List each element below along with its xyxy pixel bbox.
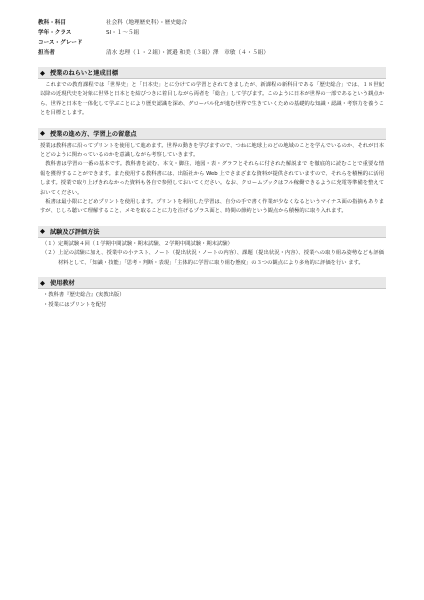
section-body — [38, 289, 386, 310]
section-evaluation — [38, 226, 386, 268]
section-heading — [38, 128, 386, 140]
paragraph: 教科書は学習の一番の基本です。教科書を読む、本文・脚注、地図・表・グラフとそれらに付された解説まで を徹底的に読むことで重要な情報を獲得することができます。また使用する教科書には、出版社から Web 上でさまざまな資料が提供されていますので、それらを積極的に活用します。授業で取り上げきれなかった資料も各自で参照しておいてください。なお、クロームブックはフル稼働できるように充電等準備を整えておいてください。 — [40, 161, 384, 196]
list-item — [40, 249, 384, 268]
list-number: （２） — [42, 250, 58, 257]
section-method — [38, 128, 386, 217]
section-heading — [38, 226, 386, 238]
section-heading — [38, 277, 386, 289]
diamond-icon: ◆ — [40, 227, 45, 236]
section-title: 使用教材 — [50, 280, 75, 288]
info-value: 清水 忠理（１・２組）・渡邉 和美（３組）澤 章敏（４・５組） — [106, 50, 269, 56]
list-number: （１） — [42, 240, 58, 247]
info-row-grade-class — [38, 28, 386, 38]
section-goals — [38, 67, 386, 119]
list-text: 定期試験４回（１学期中間試験・期末試験、２学期中間試験・期末試験） — [58, 240, 233, 247]
section-body — [38, 140, 386, 217]
section-materials — [38, 277, 386, 310]
paragraph: これまでの教育課程では「世界史」と「日本史」とに分けての学習とされてきましたが、新課程の新科目である「歴史総合」では、１８世紀以降の近現代史を対象に世界と日本とを結びつきに着目しながら両者を「総合」して学びます。このように日本が世界の一部であるという観点から、世界と日本を一体化して学ぶことにより歴史認識を深め、グローバル化が進む世界で生きていくための基礎的な知識・認識・考察力を養うことを目標とします。 — [40, 82, 384, 117]
diamond-icon: ◆ — [40, 129, 45, 138]
info-value — [106, 38, 386, 48]
info-row-course — [38, 38, 386, 48]
diamond-icon: ◆ — [40, 68, 45, 77]
section-body — [38, 79, 386, 119]
paragraph: 授業は教科書に沿ってプリントを使用して進めます。世界の動きを学びますので、つねに地球上のどの地域のことを学んでいるのか、それが日本とどのように関わっているのかを意識しながら考察していきます。 — [40, 142, 384, 159]
info-value: SⅠ・１～５組 — [106, 30, 140, 36]
section-title: 授業の進め方、学習上の留意点 — [50, 130, 137, 138]
list-item — [40, 240, 384, 249]
section-title: 試験及び評価方法 — [50, 228, 100, 236]
course-info — [38, 18, 386, 58]
section-body — [38, 238, 386, 268]
paragraph: 板書は最小限にとどめプリントを使用します。プリントを利用した学習は、自分の手で書く作業が少なくなるというマイナス面の指摘もありますが、じしろ聴いて理解すること、メモを取ることに力を注げるプラス面と、時間の節約という観点から積極的に取り入れます。 — [40, 199, 384, 215]
info-label: コース・グレード — [38, 40, 83, 46]
list-item: ・授業にはプリントを配付 — [43, 301, 107, 308]
info-label: 担当者 — [38, 50, 55, 56]
list-text: 上記の試験に加え、授業中の小テスト、ノート（提出状況・ノートの内容）、課題（提出状況・内容）、授業への取り組み姿勢なども評価材料として、「知識・技能」「思考・判断・表現」「主体的に学習に取り組む態度」の３つの観点により多角的に評価を行い ます。 — [58, 250, 384, 266]
diamond-icon: ◆ — [40, 278, 45, 287]
info-value: 社会科（地理歴史科）・歴史総合 — [106, 20, 188, 26]
info-label: 教科・科目 — [38, 20, 66, 26]
info-label: 学年・クラス — [38, 30, 72, 36]
info-row-teacher — [38, 48, 386, 58]
list-item: ・教科書『歴史総合』(実教出版） — [43, 292, 125, 299]
section-heading — [38, 67, 386, 79]
section-title: 授業のねらいと達成目標 — [50, 70, 119, 77]
info-row-subject — [38, 18, 386, 28]
